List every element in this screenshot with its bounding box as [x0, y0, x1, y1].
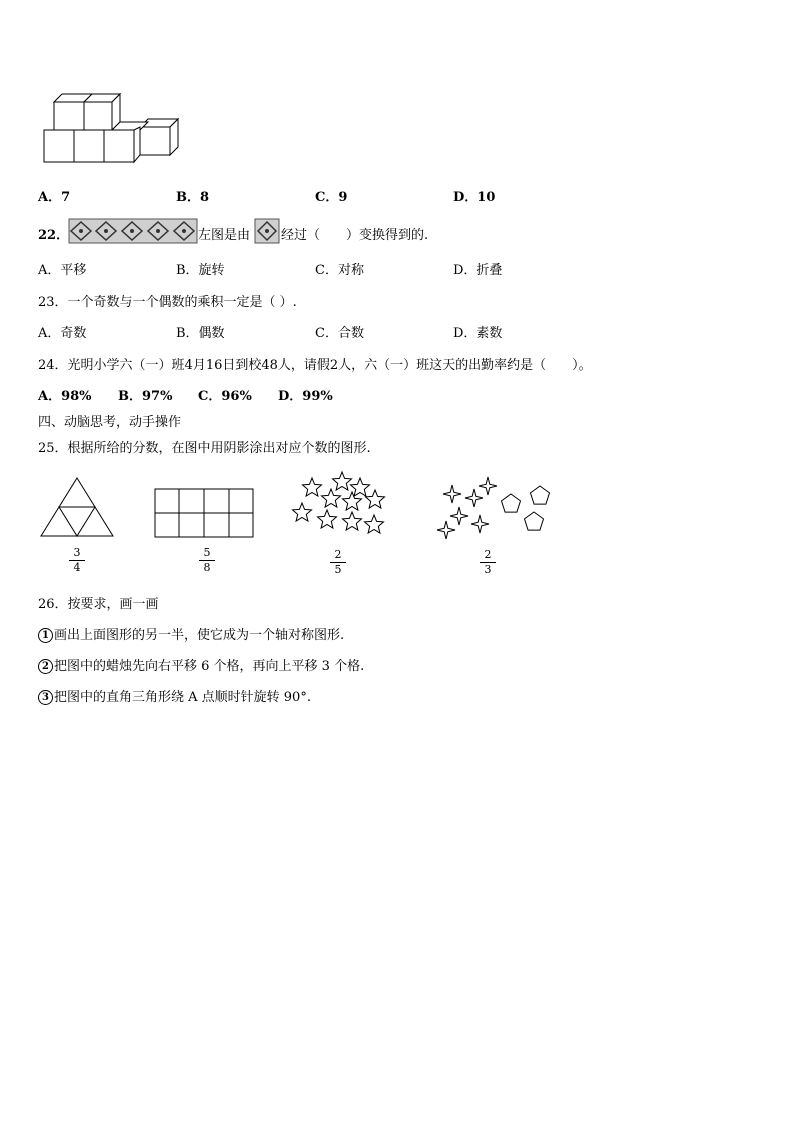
stars-figure[interactable]	[290, 470, 386, 540]
star-shape[interactable]	[351, 478, 370, 496]
star-shape[interactable]	[365, 515, 384, 533]
star-shape[interactable]	[343, 512, 362, 530]
q26-item-2-text: 把图中的蜡烛先向右平移 6 个格，再向上平移 3 个格.	[54, 659, 365, 674]
fraction-denominator: 4	[73, 561, 81, 574]
q24-option-b[interactable]: B．97%	[118, 389, 173, 404]
sparkle-shape[interactable]	[437, 521, 455, 539]
star-shape[interactable]	[322, 489, 341, 507]
pattern-unit-image	[255, 219, 279, 243]
q26-item-2	[38, 655, 364, 674]
q26-item-3-text: 把图中的直角三角形绕 A 点顺时针旋转 90°.	[54, 690, 311, 705]
q24-option-c[interactable]: C．96%	[198, 389, 252, 404]
q23-stem: 23．一个奇数与一个偶数的乘积一定是（ ）.	[38, 295, 297, 310]
fraction-denominator: 3	[484, 563, 492, 576]
sparkle-shape[interactable]	[450, 507, 468, 525]
pentagon-shape[interactable]	[502, 494, 521, 512]
q22-text-mid: 左图是由	[198, 228, 251, 243]
q22-text-end: 经过（ ）变换得到的.	[281, 228, 429, 243]
q24-stem: 24．光明小学六（一）班4月16日到校48人，请假2人，六（一）班这天的出勤率约是（ ）。	[38, 358, 592, 373]
q23-option-a[interactable]: A．奇数	[38, 326, 87, 341]
sparkle-shape[interactable]	[443, 485, 461, 503]
circled-number-1: 1	[38, 628, 53, 643]
star-shape[interactable]	[333, 472, 352, 490]
sparkle-shape[interactable]	[479, 477, 497, 495]
q26-item-1-text: 画出上面图形的另一半，使它成为一个轴对称图形.	[54, 628, 345, 643]
q23-option-c[interactable]: C．合数	[315, 326, 364, 341]
pentagon-shape[interactable]	[531, 486, 550, 504]
fraction-denominator: 8	[203, 561, 211, 574]
triangle-figure[interactable]	[39, 476, 115, 538]
star-shape[interactable]	[303, 478, 322, 496]
fraction-2-3	[476, 549, 500, 576]
q26-item-3	[38, 686, 311, 705]
q24-option-a[interactable]: A．98%	[38, 389, 92, 404]
sparkle-shape[interactable]	[465, 489, 483, 507]
rectangle-grid-figure[interactable]	[154, 488, 254, 538]
sparkle-shape[interactable]	[471, 515, 489, 533]
sparkles-pentagons-figure[interactable]	[434, 474, 554, 544]
q22-option-a[interactable]: A．平移	[38, 263, 87, 278]
q22-number: 22．	[38, 228, 70, 243]
q26-stem: 26．按要求，画一画	[38, 597, 159, 612]
star-shape[interactable]	[343, 492, 362, 510]
cube-stack-figure	[42, 93, 182, 165]
fraction-numerator: 2	[484, 548, 492, 561]
q26-item-1	[38, 624, 344, 643]
q21-option-d[interactable]: D．10	[453, 190, 496, 205]
pattern-strip-image	[69, 219, 197, 243]
star-shape[interactable]	[293, 503, 312, 521]
star-shape[interactable]	[318, 510, 337, 528]
section-4-heading: 四、动脑思考，动手操作	[38, 415, 182, 430]
q25-stem: 25．根据所给的分数，在图中用阴影涂出对应个数的图形.	[38, 441, 371, 456]
q23-option-d[interactable]: D．素数	[453, 326, 503, 341]
q23-option-b[interactable]: B．偶数	[176, 326, 225, 341]
fraction-numerator: 2	[334, 548, 342, 561]
q21-option-c[interactable]: C．9	[315, 190, 348, 205]
fraction-numerator: 3	[73, 546, 81, 559]
star-shape[interactable]	[366, 490, 385, 508]
fraction-denominator: 5	[334, 563, 342, 576]
fraction-numerator: 5	[203, 546, 211, 559]
circled-number-3: 3	[38, 690, 53, 705]
circled-number-2: 2	[38, 659, 53, 674]
q22-option-c[interactable]: C．对称	[315, 263, 364, 278]
fraction-3-4	[65, 547, 89, 574]
fraction-5-8	[195, 547, 219, 574]
q24-option-d[interactable]: D．99%	[278, 389, 333, 404]
q22-option-d[interactable]: D．折叠	[453, 263, 503, 278]
q22-option-b[interactable]: B．旋转	[176, 263, 225, 278]
pentagon-shape[interactable]	[525, 512, 544, 530]
q21-option-b[interactable]: B．8	[176, 190, 210, 205]
fraction-2-5	[326, 549, 350, 576]
q21-option-a[interactable]: A．7	[38, 190, 71, 205]
